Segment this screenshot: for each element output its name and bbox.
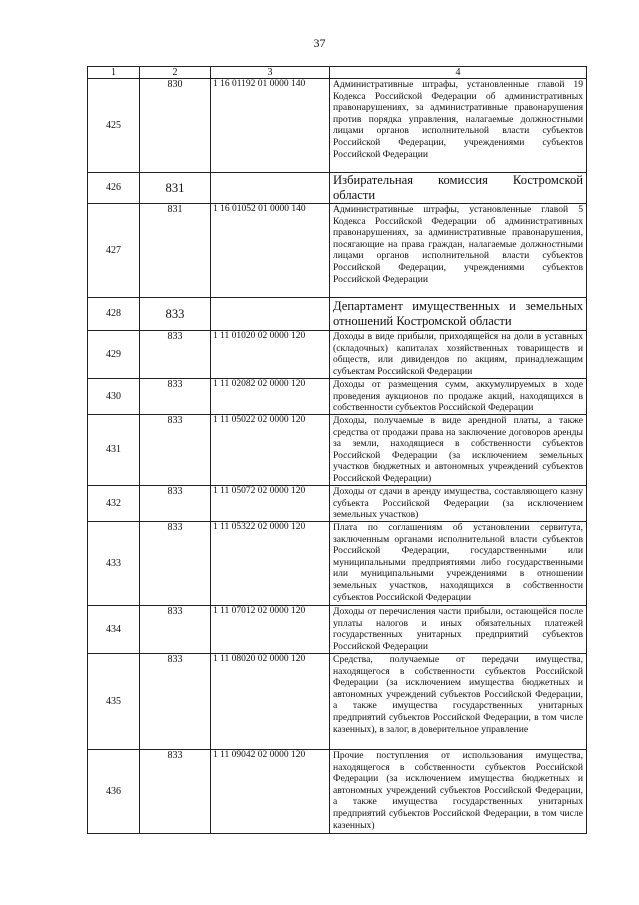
budget-code: 1 11 02082 02 0000 120: [211, 379, 330, 415]
budget-code: 1 11 01020 02 0000 120: [211, 331, 330, 379]
table-row: [88, 204, 587, 298]
table-row: [88, 79, 587, 173]
admin-code: 833: [140, 606, 211, 654]
revenue-description: Прочие поступления от использования имущества, находящегося в собственности субъектов Российской Федерации (за исключением имущества бюджетных и автономных учреждений субъектов Российской Федерации, а также имущества государственных унитарных предприятий субъектов Российской Федерации, в том числе казенных): [330, 750, 587, 834]
budget-code: [211, 298, 330, 331]
header-col-1: 1: [88, 67, 140, 79]
revenue-description: Административные штрафы, установленные главой 5 Кодекса Российской Федерации об административных правонарушениях, за административные правонарушения, посягающие на права граждан, налагаемые должностными лицами органов исполнительной власти субъектов Российской Федерации, учреждениями субъектов Российской Федерации: [330, 204, 587, 298]
admin-code: 833: [140, 379, 211, 415]
budget-code: 1 16 01192 01 0000 140: [211, 79, 330, 173]
row-number: 430: [88, 379, 140, 415]
row-number: 434: [88, 606, 140, 654]
header-col-3: 3: [211, 67, 330, 79]
row-number: 425: [88, 79, 140, 173]
table-row: [88, 750, 587, 834]
revenue-description: Административные штрафы, установленные главой 19 Кодекса Российской Федерации об административных правонарушениях, за административные правонарушения против порядка управления, налагаемые должностными лицами органов исполнительной власти субъектов Российской Федерации, учреждениями субъектов Российской Федерации: [330, 79, 587, 173]
revenue-description: Доходы, получаемые в виде арендной платы, а также средства от продажи права на заключение договоров аренды за земли, находящиеся в собственности субъектов Российской Федерации (за исключением земельных участков бюджетных и автономных учреждений субъектов Российской Федерации): [330, 415, 587, 486]
admin-code: 831: [140, 173, 211, 204]
table-row: [88, 415, 587, 486]
budget-code: 1 11 05322 02 0000 120: [211, 522, 330, 606]
row-number: 433: [88, 522, 140, 606]
row-number: 436: [88, 750, 140, 834]
budget-code: 1 11 05022 02 0000 120: [211, 415, 330, 486]
section-title: Департамент имущественных и земельных отношений Костромской области: [330, 298, 587, 331]
admin-code: 833: [140, 654, 211, 750]
row-number: 435: [88, 654, 140, 750]
budget-code: 1 11 09042 02 0000 120: [211, 750, 330, 834]
budget-code: 1 11 05072 02 0000 120: [211, 486, 330, 522]
table-row: [88, 379, 587, 415]
table-row: [88, 522, 587, 606]
row-number: 432: [88, 486, 140, 522]
admin-code: 833: [140, 486, 211, 522]
table-row: [88, 606, 587, 654]
admin-code: 833: [140, 415, 211, 486]
admin-code: 833: [140, 522, 211, 606]
table-row: [88, 654, 587, 750]
row-number: 428: [88, 298, 140, 331]
admin-code: 833: [140, 298, 211, 331]
table-header-row: [88, 67, 587, 79]
row-number: 426: [88, 173, 140, 204]
page-number: 37: [313, 36, 326, 50]
header-col-4: 4: [330, 67, 587, 79]
revenue-description: Средства, получаемые от передачи имущества, находящегося в собственности субъектов Российской Федерации (за исключением имущества бюджетных и автономных учреждений субъектов Российской Федерации, а также имущества государственных унитарных предприятий субъектов Российской Федерации, в том числе казенных), в залог, в доверительное управление: [330, 654, 587, 750]
admin-code: 831: [140, 204, 211, 298]
header-col-2: 2: [140, 67, 211, 79]
revenue-description: Доходы от перечисления части прибыли, остающейся после уплаты налогов и иных обязательных платежей государственных унитарных предприятий субъектов Российской Федерации: [330, 606, 587, 654]
revenue-description: Доходы от сдачи в аренду имущества, составляющего казну субъекта Российской Федерации (за исключением земельных участков): [330, 486, 587, 522]
revenue-description: Плата по соглашениям об установлении сервитута, заключенным органами исполнительной власти субъектов Российской Федерации, государственными или муниципальными предприятиями либо государственными или муниципальными учреждениями в отношении земельных участков, находящихся в собственности субъектов Российской Федерации: [330, 522, 587, 606]
budget-code: [211, 173, 330, 204]
budget-code: 1 16 01052 01 0000 140: [211, 204, 330, 298]
admin-code: 830: [140, 79, 211, 173]
revenue-description: Доходы в виде прибыли, приходящейся на доли в уставных (складочных) капиталах хозяйственных товариществ и обществ, или дивидендов по акциям, принадлежащим субъектам Российской Федерации: [330, 331, 587, 379]
row-number: 431: [88, 415, 140, 486]
revenue-description: Доходы от размещения сумм, аккумулируемых в ходе проведения аукционов по продаже акций, находящихся в собственности субъектов Российской Федерации: [330, 379, 587, 415]
budget-code: 1 11 08020 02 0000 120: [211, 654, 330, 750]
row-number: 429: [88, 331, 140, 379]
admin-code: 833: [140, 331, 211, 379]
revenue-codes-table: [87, 66, 587, 834]
budget-code: 1 11 07012 02 0000 120: [211, 606, 330, 654]
table-row: [88, 331, 587, 379]
table-row: [88, 173, 587, 204]
table-row: [88, 486, 587, 522]
table-row: [88, 298, 587, 331]
row-number: 427: [88, 204, 140, 298]
admin-code: 833: [140, 750, 211, 834]
section-title: Избирательная комиссия Костромской области: [330, 173, 587, 204]
